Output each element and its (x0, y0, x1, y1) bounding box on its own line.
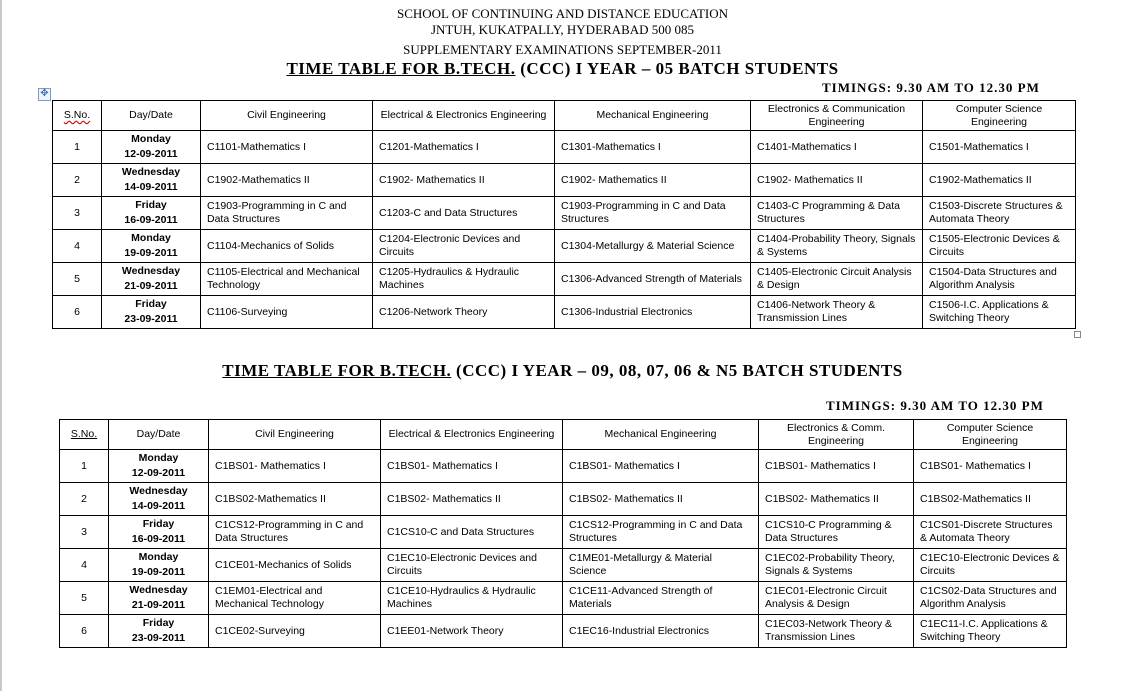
mech-subject-cell: C1BS02- Mathematics II (563, 483, 759, 516)
ece-subject-cell: C1BS01- Mathematics I (759, 450, 914, 483)
civil-subject-cell: C1902-Mathematics II (201, 164, 373, 197)
sno-cell: 2 (60, 483, 109, 516)
eee-subject-cell: C1BS02- Mathematics II (381, 483, 563, 516)
civil-subject-cell: C1BS01- Mathematics I (209, 450, 381, 483)
day-name: Friday (142, 518, 175, 530)
day-date-cell (109, 483, 209, 516)
column-header-cse: Computer Science Engineering (923, 101, 1076, 131)
mech-subject-cell: C1301-Mathematics I (555, 131, 751, 164)
column-header-mech: Mechanical Engineering (555, 101, 751, 131)
day-name: Wednesday (121, 265, 181, 277)
exam-date: 16-09-2011 (124, 214, 178, 226)
table-header-row (60, 420, 1067, 450)
mech-subject-cell: C1CS12-Programming in C and Data Structures (563, 516, 759, 549)
column-header-daydate: Day/Date (102, 101, 201, 131)
sno-cell: 6 (53, 296, 102, 329)
day-date-cell (109, 582, 209, 615)
cse-subject-cell: C1504-Data Structures and Algorithm Analysis (923, 263, 1076, 296)
eee-subject-cell: C1CE10-Hydraulics & Hydraulic Machines (381, 582, 563, 615)
civil-subject-cell: C1105-Electrical and Mechanical Technology (201, 263, 373, 296)
exam-date: 12-09-2011 (131, 467, 186, 479)
column-header-daydate: Day/Date (109, 420, 209, 450)
cse-subject-cell: C1BS01- Mathematics I (914, 450, 1067, 483)
section2-title-rest: (CCC) I YEAR – 09, 08, 07, 06 & N5 BATCH STUDENTS (451, 361, 903, 380)
table-row (53, 263, 1076, 296)
mech-subject-cell: C1EC16-Industrial Electronics (563, 615, 759, 648)
column-header-eee: Electrical & Electronics Engineering (381, 420, 563, 450)
table-row (60, 516, 1067, 549)
header-exam: SUPPLEMENTARY EXAMINATIONS SEPTEMBER-2011 (403, 42, 722, 57)
cse-subject-cell: C1506-I.C. Applications & Switching Theory (923, 296, 1076, 329)
column-header-ece: Electronics & Comm. Engineering (759, 420, 914, 450)
cse-subject-cell: C1501-Mathematics I (923, 131, 1076, 164)
section1-timings: TIMINGS: 9.30 AM TO 12.30 PM (822, 80, 1040, 95)
cse-subject-cell: C1EC10-Electronic Devices & Circuits (914, 549, 1067, 582)
section2-title-underlined: TIME TABLE FOR B.TECH. (222, 361, 452, 380)
header-school: SCHOOL OF CONTINUING AND DISTANCE EDUCATION (396, 6, 729, 21)
civil-subject-cell: C1EM01-Electrical and Mechanical Technology (209, 582, 381, 615)
mech-subject-cell: C1306-Industrial Electronics (555, 296, 751, 329)
eee-subject-cell: C1203-C and Data Structures (373, 197, 555, 230)
day-date-cell (102, 230, 201, 263)
eee-subject-cell: C1CS10-C and Data Structures (381, 516, 563, 549)
day-date-cell (109, 450, 209, 483)
exam-date: 19-09-2011 (124, 247, 178, 259)
table-row (53, 164, 1076, 197)
cse-subject-cell: C1902-Mathematics II (923, 164, 1076, 197)
exam-date: 14-09-2011 (124, 181, 178, 193)
eee-subject-cell: C1EC10-Electronic Devices and Circuits (381, 549, 563, 582)
ece-subject-cell: C1404-Probability Theory, Signals & Systems (751, 230, 923, 263)
mech-subject-cell: C1306-Advanced Strength of Materials (555, 263, 751, 296)
section1-title (0, 59, 1125, 79)
sno-cell: 4 (60, 549, 109, 582)
table-row (60, 450, 1067, 483)
exam-date: 19-09-2011 (131, 566, 186, 578)
sno-cell: 1 (53, 131, 102, 164)
mech-subject-cell: C1CE11-Advanced Strength of Materials (563, 582, 759, 615)
civil-subject-cell: C1104-Mechanics of Solids (201, 230, 373, 263)
civil-subject-cell: C1BS02-Mathematics II (209, 483, 381, 516)
day-date-cell (102, 131, 201, 164)
page-left-border (0, 0, 2, 691)
table-row (53, 131, 1076, 164)
civil-subject-cell: C1CS12-Programming in C and Data Structures (209, 516, 381, 549)
exam-date: 16-09-2011 (131, 533, 186, 545)
civil-subject-cell: C1106-Surveying (201, 296, 373, 329)
day-date-cell (109, 615, 209, 648)
day-name: Monday (131, 232, 171, 244)
mech-subject-cell: C1304-Metallurgy & Material Science (555, 230, 751, 263)
timetable-05-batch (52, 100, 1076, 329)
civil-subject-cell: C1CE01-Mechanics of Solids (209, 549, 381, 582)
ece-subject-cell: C1CS10-C Programming & Data Structures (759, 516, 914, 549)
mech-subject-cell: C1BS01- Mathematics I (563, 450, 759, 483)
day-name: Friday (135, 199, 167, 211)
header-address: JNTUH, KUKATPALLY, HYDERABAD 500 085 (430, 22, 695, 37)
exam-date: 23-09-2011 (124, 313, 178, 325)
sno-cell: 3 (53, 197, 102, 230)
day-date-cell (102, 197, 201, 230)
column-header-ece: Electronics & Communication Engineering (751, 101, 923, 131)
eee-subject-cell: C1206-Network Theory (373, 296, 555, 329)
civil-subject-cell: C1CE02-Surveying (209, 615, 381, 648)
ece-subject-cell: C1EC03-Network Theory & Transmission Lines (759, 615, 914, 648)
exam-date: 21-09-2011 (124, 280, 178, 292)
ece-subject-cell: C1406-Network Theory & Transmission Lines (751, 296, 923, 329)
table-resize-handle[interactable] (1074, 331, 1081, 338)
column-header-sno: S.No. (53, 101, 102, 131)
column-header-eee: Electrical & Electronics Engineering (373, 101, 555, 131)
mech-subject-cell: C1ME01-Metallurgy & Material Science (563, 549, 759, 582)
day-date-cell (109, 516, 209, 549)
cse-subject-cell: C1EC11-I.C. Applications & Switching Theory (914, 615, 1067, 648)
day-name: Wednesday (121, 166, 181, 178)
day-date-cell (102, 296, 201, 329)
day-date-cell (102, 263, 201, 296)
day-name: Friday (142, 617, 175, 629)
table-row (60, 582, 1067, 615)
ece-subject-cell: C1902- Mathematics II (751, 164, 923, 197)
ece-subject-cell: C1BS02- Mathematics II (759, 483, 914, 516)
cse-subject-cell: C1503-Discrete Structures & Automata Theory (923, 197, 1076, 230)
mech-subject-cell: C1903-Programming in C and Data Structures (555, 197, 751, 230)
day-date-cell (109, 549, 209, 582)
column-header-civil: Civil Engineering (209, 420, 381, 450)
table-row (53, 296, 1076, 329)
cse-subject-cell: C1CS01-Discrete Structures & Automata Theory (914, 516, 1067, 549)
table-row (60, 483, 1067, 516)
civil-subject-cell: C1101-Mathematics I (201, 131, 373, 164)
eee-subject-cell: C1204-Electronic Devices and Circuits (373, 230, 555, 263)
eee-subject-cell: C1BS01- Mathematics I (381, 450, 563, 483)
sno-cell: 5 (53, 263, 102, 296)
mech-subject-cell: C1902- Mathematics II (555, 164, 751, 197)
table-row (53, 230, 1076, 263)
section1-title-underlined: TIME TABLE FOR B.TECH. (286, 59, 516, 78)
table-move-handle-icon[interactable]: ✥ (38, 88, 51, 101)
sno-cell: 1 (60, 450, 109, 483)
eee-subject-cell: C1205-Hydraulics & Hydraulic Machines (373, 263, 555, 296)
table-row (60, 615, 1067, 648)
ece-subject-cell: C1403-C Programming & Data Structures (751, 197, 923, 230)
column-header-mech: Mechanical Engineering (563, 420, 759, 450)
cse-subject-cell: C1CS02-Data Structures and Algorithm Analysis (914, 582, 1067, 615)
day-name: Monday (138, 452, 179, 464)
eee-subject-cell: C1902- Mathematics II (373, 164, 555, 197)
ece-subject-cell: C1401-Mathematics I (751, 131, 923, 164)
cse-subject-cell: C1BS02-Mathematics II (914, 483, 1067, 516)
ece-subject-cell: C1405-Electronic Circuit Analysis & Design (751, 263, 923, 296)
eee-subject-cell: C1201-Mathematics I (373, 131, 555, 164)
table-row (60, 549, 1067, 582)
section1-title-rest: (CCC) I YEAR – 05 BATCH STUDENTS (515, 59, 839, 78)
civil-subject-cell: C1903-Programming in C and Data Structures (201, 197, 373, 230)
sno-cell: 2 (53, 164, 102, 197)
ece-subject-cell: C1EC02-Probability Theory, Signals & Systems (759, 549, 914, 582)
day-name: Wednesday (129, 485, 188, 497)
cse-subject-cell: C1505-Electronic Devices & Circuits (923, 230, 1076, 263)
exam-date: 12-09-2011 (124, 148, 178, 160)
column-header-civil: Civil Engineering (201, 101, 373, 131)
day-name: Monday (131, 133, 171, 145)
day-name: Friday (135, 298, 167, 310)
table-header-row (53, 101, 1076, 131)
day-name: Monday (138, 551, 179, 563)
sno-cell: 4 (53, 230, 102, 263)
day-name: Wednesday (129, 584, 188, 596)
timetable-09-08-07-06-n5-batch (59, 419, 1067, 648)
day-date-cell (102, 164, 201, 197)
column-header-cse: Computer Science Engineering (914, 420, 1067, 450)
exam-date: 23-09-2011 (131, 632, 186, 644)
section2-timings: TIMINGS: 9.30 AM TO 12.30 PM (826, 398, 1044, 413)
sno-cell: 6 (60, 615, 109, 648)
section2-title (0, 361, 1125, 381)
table-row (53, 197, 1076, 230)
sno-cell: 3 (60, 516, 109, 549)
column-header-sno: S.No. (60, 420, 109, 450)
eee-subject-cell: C1EE01-Network Theory (381, 615, 563, 648)
exam-date: 14-09-2011 (131, 500, 186, 512)
ece-subject-cell: C1EC01-Electronic Circuit Analysis & Design (759, 582, 914, 615)
exam-date: 21-09-2011 (131, 599, 186, 611)
sno-cell: 5 (60, 582, 109, 615)
